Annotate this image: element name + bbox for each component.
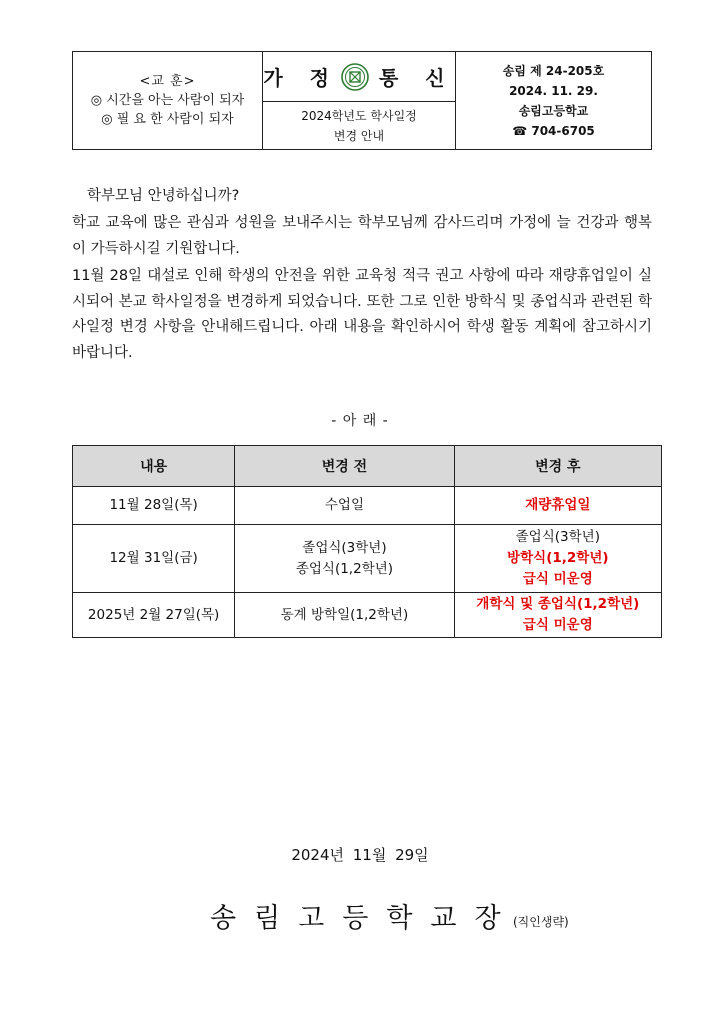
paragraph-thanks: 학교 교육에 많은 관심과 성원을 보내주시는 학부모님께 감사드리며 가정에 늘 건강과 행복이 가득하시길 기원합니다. — [72, 215, 652, 257]
newsletter-header — [72, 51, 652, 150]
row-date: 12월 31일(금) — [73, 525, 235, 593]
after-item: 졸업식(3학년) — [515, 529, 600, 545]
subtitle-line-1: 2024학년도 학사일정 — [301, 108, 417, 123]
before-item: 졸업식(3학년) — [302, 539, 387, 556]
motto-title: <교 훈> — [139, 74, 196, 89]
document-number: 송림 제 24-205호 — [502, 63, 605, 78]
document-info — [456, 52, 651, 149]
newsletter-subtitle — [263, 102, 455, 149]
subtitle-line-2: 변경 안내 — [333, 128, 385, 143]
principal-signature: 송림고등학교장 — [210, 903, 519, 934]
phone-number: ☎ 704-6705 — [512, 123, 595, 138]
table-header-row — [73, 446, 662, 487]
row-date: 2025년 2월 27일(목) — [73, 593, 235, 638]
newsletter-title — [263, 52, 455, 102]
title-left: 가 정 — [263, 66, 339, 90]
issue-date: 2024. 11. 29. — [509, 83, 598, 98]
letter-date: 2024년 11월 29일 — [291, 846, 429, 864]
school-emblem-icon — [341, 63, 369, 91]
row-before — [235, 593, 454, 638]
row-date: 11월 28일(목) — [73, 487, 235, 525]
row-before — [235, 487, 454, 525]
row-after — [454, 525, 661, 593]
after-item-changed: 방학식(1,2학년) — [507, 550, 609, 566]
before-item: 동계 방학일(1,2학년) — [280, 606, 409, 623]
school-name: 송림고등학교 — [518, 103, 589, 118]
header-content: 내용 — [73, 446, 235, 487]
title-right: 통 신 — [379, 66, 455, 90]
before-item: 수업일 — [324, 497, 364, 513]
before-item: 종업식(1,2학년) — [295, 560, 394, 577]
row-before — [235, 525, 454, 593]
newsletter-title-block — [263, 52, 456, 149]
after-item-changed: 개학식 및 종업식(1,2학년) — [476, 596, 640, 612]
seal-omitted-note: (직인생략) — [513, 915, 569, 929]
paragraph-notice: 11월 28일 대설로 인해 학생의 안전을 위한 교육청 적극 권고 사항에 따라 재량휴업일이 실시되어 본교 학사일정을 변경하게 되었습니다. 또한 그로 인한 방학식 및 종업식과 관련된 학사일정 변경 사항을 안내해드립니다. 아래 내용을 확인하시어 학생 활동 계획에 참고하시기 바랍니다. — [72, 268, 652, 361]
row-after — [454, 593, 661, 638]
row-after — [454, 487, 661, 525]
schedule-change-table — [72, 445, 662, 638]
table-row — [73, 525, 662, 593]
motto-line-2: ◎ 필 요 한 사람이 되자 — [101, 112, 234, 127]
after-item-changed: 급식 미운영 — [522, 571, 593, 587]
header-before: 변경 전 — [235, 446, 454, 487]
greeting: 학부모님 안녕하십니까? — [87, 188, 240, 204]
below-label: - 아 래 - — [331, 413, 389, 429]
school-motto — [73, 52, 263, 149]
after-item-changed: 급식 미운영 — [522, 617, 593, 633]
header-after: 변경 후 — [454, 446, 661, 487]
table-row — [73, 487, 662, 525]
table-row — [73, 593, 662, 638]
motto-line-1: ◎ 시간을 아는 사람이 되자 — [90, 93, 245, 108]
after-item-changed: 재량휴업일 — [525, 497, 591, 513]
